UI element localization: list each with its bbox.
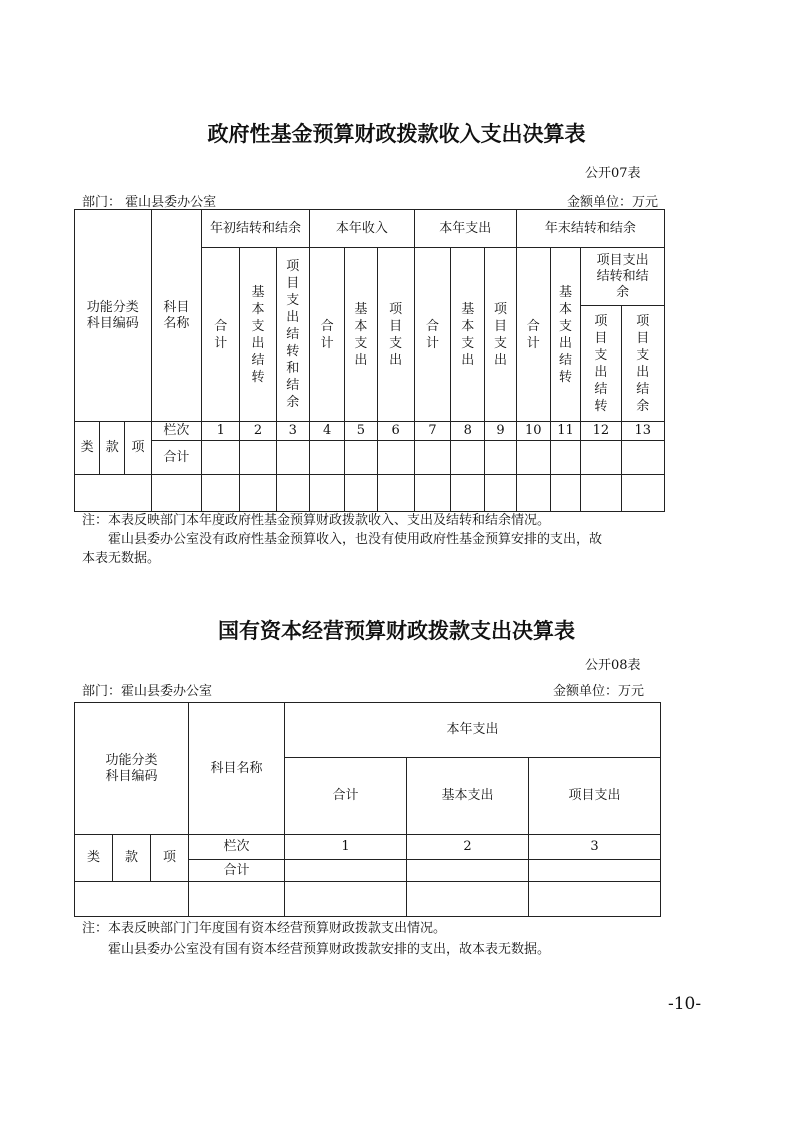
table-cell [276, 475, 309, 512]
table-cell [309, 475, 344, 512]
table-cell [240, 475, 276, 512]
table-cell [202, 441, 240, 475]
table-cell [550, 475, 580, 512]
header-end-proj-carry: 项目支出结转 [581, 306, 621, 422]
table2-note-1: 注：本表反映部门门年度国有资本经营预算财政拨款支出情况。 [82, 921, 447, 936]
row-no-label: 栏次 [151, 422, 201, 441]
table-cell [485, 441, 516, 475]
col-number: 3 [276, 422, 309, 441]
header-end-basic-carry: 基本支出结转 [550, 248, 580, 422]
row-no-label: 栏次 [189, 835, 285, 860]
header-begin-basic-carry: 基本支出结转 [240, 248, 276, 422]
header-group-begin: 年初结转和结余 [202, 210, 310, 248]
header-project-exp: 项目支出 [529, 758, 661, 835]
header-total: 合计 [285, 758, 407, 835]
table-cell [407, 882, 529, 917]
table-cell [377, 441, 414, 475]
table-cell [529, 882, 661, 917]
table-cell [485, 475, 516, 512]
header-cls: 类 [75, 422, 100, 475]
table2-grid [74, 702, 661, 917]
header-xiang: 项 [125, 422, 151, 475]
header-begin-project-carry: 项目支出结转和结余 [276, 248, 309, 422]
header-expense-project: 项目支出 [485, 248, 516, 422]
table1-note-3: 本表无数据。 [82, 551, 161, 566]
table-cell [550, 441, 580, 475]
table1-code: 公开07表 [585, 166, 641, 181]
col-number: 10 [516, 422, 550, 441]
header-end-proj-group: 项目支出结转和结余 [581, 248, 665, 306]
sum-row-label: 合计 [189, 860, 285, 882]
header-expense-basic: 基本支出 [451, 248, 485, 422]
col-number: 13 [621, 422, 665, 441]
col-number: 1 [202, 422, 240, 441]
table-cell [414, 475, 450, 512]
table-cell [581, 475, 621, 512]
table-cell [345, 475, 377, 512]
header-xiang: 项 [151, 835, 189, 882]
table-cell [414, 441, 450, 475]
header-expense-total: 合计 [414, 248, 450, 422]
header-income-project: 项目支出 [377, 248, 414, 422]
col-number: 7 [414, 422, 450, 441]
col-number: 2 [407, 835, 529, 860]
table-cell [285, 860, 407, 882]
header-group-expense: 本年支出 [414, 210, 516, 248]
table2-code: 公开08表 [585, 658, 641, 673]
header-income-basic: 基本支出 [345, 248, 377, 422]
header-end-proj-balance: 项目支出结余 [621, 306, 665, 422]
header-func-code [75, 703, 189, 835]
table-cell [309, 441, 344, 475]
table-cell [377, 475, 414, 512]
table-cell [451, 441, 485, 475]
table1-unit: 金额单位：万元 [567, 195, 659, 210]
col-number: 4 [309, 422, 344, 441]
table2-dept: 部门：霍山县委办公室 [82, 684, 213, 699]
table-cell [202, 475, 240, 512]
header-begin-total: 合计 [202, 248, 240, 422]
header-func-code-line1: 功能分类 [105, 752, 158, 768]
col-number: 8 [451, 422, 485, 441]
header-subject-name: 科目名称 [151, 210, 201, 422]
col-number: 5 [345, 422, 377, 441]
page-number: -10- [668, 994, 702, 1014]
table-cell [621, 441, 665, 475]
header-kuan: 款 [113, 835, 151, 882]
col-number: 9 [485, 422, 516, 441]
table-cell [516, 441, 550, 475]
table-cell [189, 882, 285, 917]
table2-unit: 金额单位：万元 [553, 684, 645, 699]
header-end-total: 合计 [516, 248, 550, 422]
table-cell [285, 882, 407, 917]
col-number: 2 [240, 422, 276, 441]
header-basic-exp: 基本支出 [407, 758, 529, 835]
table1-grid [74, 209, 665, 512]
col-number: 12 [581, 422, 621, 441]
header-func-code: 功能分类科目编码 [75, 210, 152, 422]
header-group-expense: 本年支出 [285, 703, 661, 758]
table-cell [75, 475, 152, 512]
table2-note-2: 霍山县委办公室没有国有资本经营预算财政拨款安排的支出，故本表无数据。 [108, 942, 551, 957]
table-cell [240, 441, 276, 475]
header-func-code-line2: 科目编码 [105, 768, 158, 784]
table-cell [151, 475, 201, 512]
header-subject-name: 科目名称 [189, 703, 285, 835]
table1-note-1: 注：本表反映部门本年度政府性基金预算财政拨款收入、支出及结转和结余情况。 [82, 513, 551, 528]
header-group-end: 年末结转和结余 [516, 210, 664, 248]
table-cell [345, 441, 377, 475]
table2-title: 国有资本经营预算财政拨款支出决算表 [218, 619, 575, 643]
col-number: 3 [529, 835, 661, 860]
table1-dept: 部门： 霍山县委办公室 [82, 195, 217, 210]
header-group-income: 本年收入 [309, 210, 414, 248]
table-cell [529, 860, 661, 882]
table-cell [621, 475, 665, 512]
table1-title: 政府性基金预算财政拨款收入支出决算表 [207, 122, 586, 146]
header-income-total: 合计 [309, 248, 344, 422]
table-cell [581, 441, 621, 475]
table-cell [407, 860, 529, 882]
sum-row-label: 合计 [151, 441, 201, 475]
table-cell [276, 441, 309, 475]
col-number: 6 [377, 422, 414, 441]
table-cell [451, 475, 485, 512]
table1-note-2: 霍山县委办公室没有政府性基金预算收入，也没有使用政府性基金预算安排的支出，故 [108, 532, 603, 547]
col-number: 1 [285, 835, 407, 860]
table-cell [75, 882, 189, 917]
table-cell [516, 475, 550, 512]
header-kuan: 款 [100, 422, 125, 475]
header-cls: 类 [75, 835, 113, 882]
col-number: 11 [550, 422, 580, 441]
